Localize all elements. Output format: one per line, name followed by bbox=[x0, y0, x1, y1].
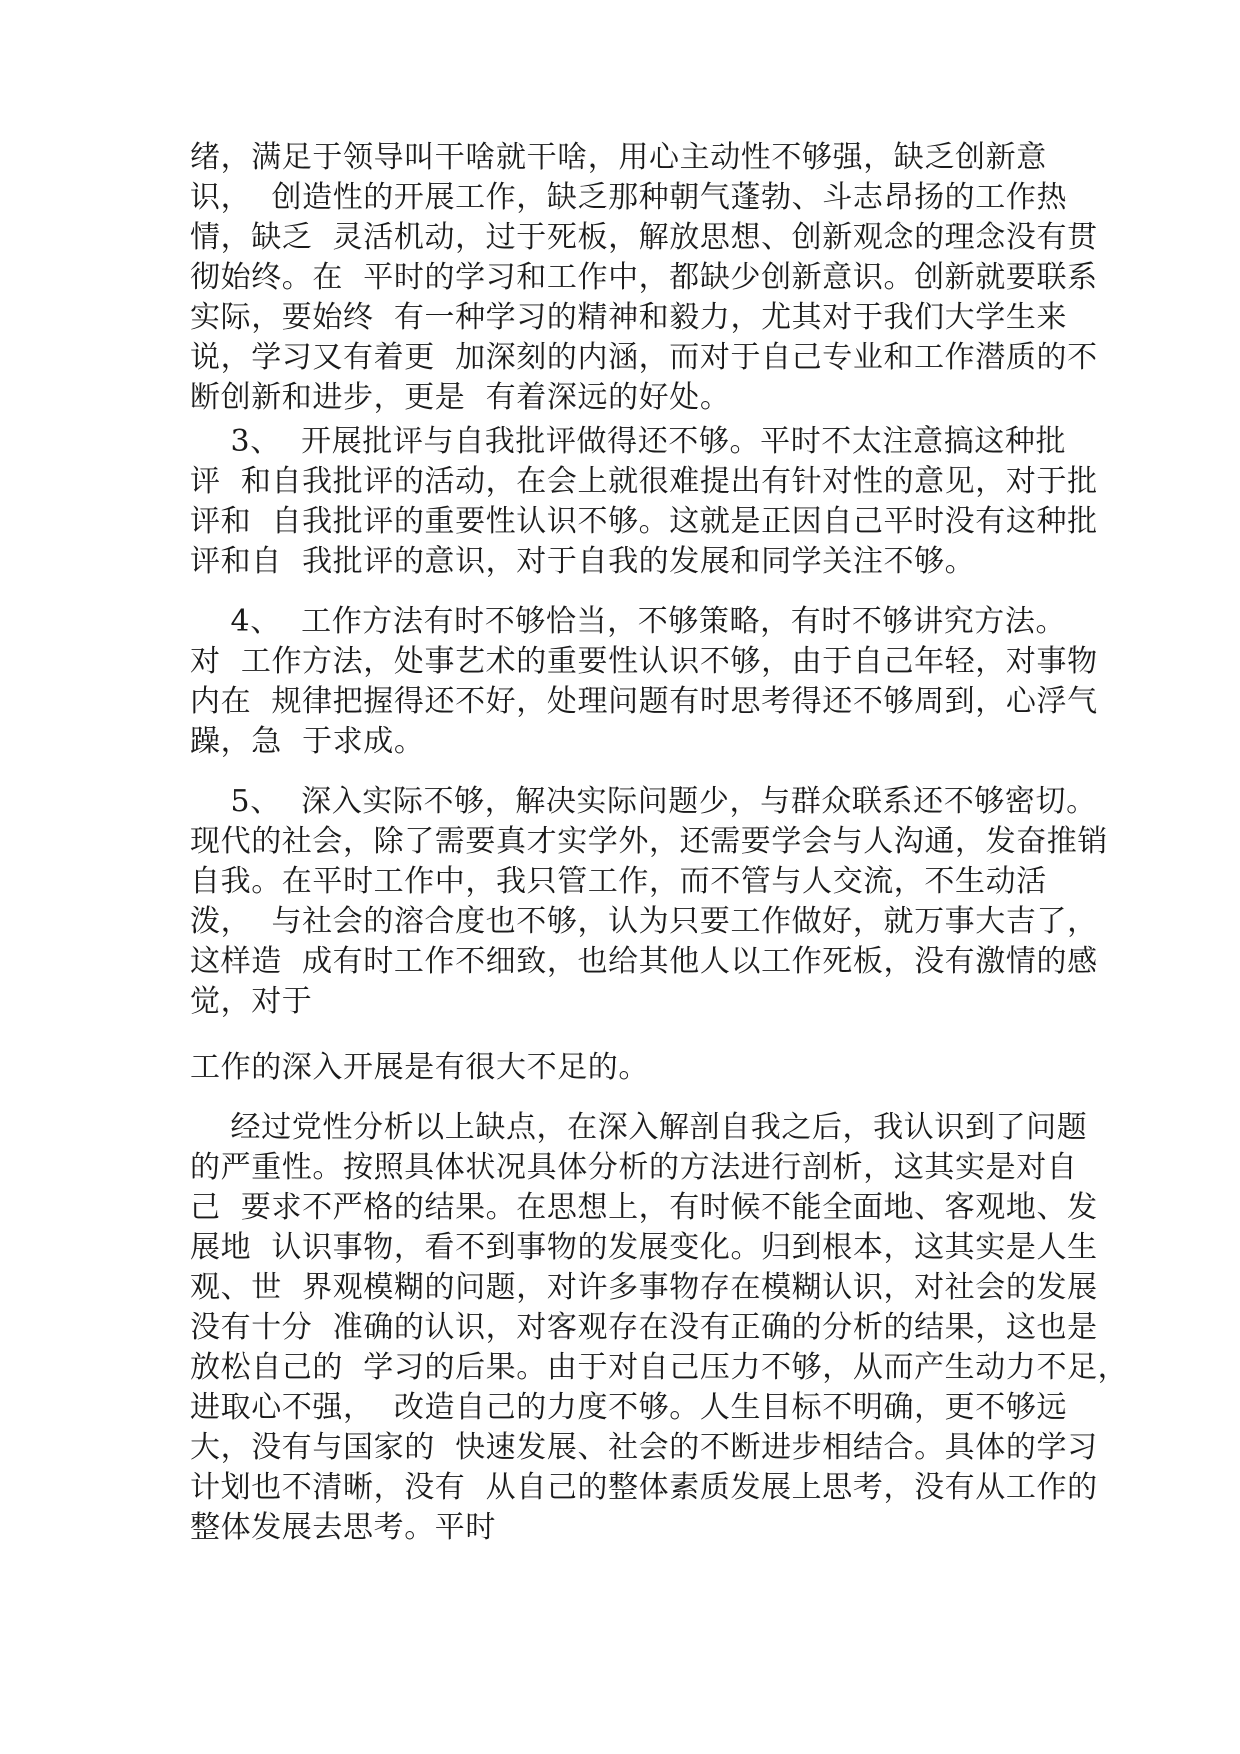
text-line: 泼， 与社会的溶合度也不够，认为只要工作做好，就万事大吉了， bbox=[190, 904, 1098, 939]
paragraph-analysis bbox=[190, 1108, 1129, 1548]
text-line: 对 工作方法，处事艺术的重要性认识不够，由于自己年轻，对事物 bbox=[190, 644, 1098, 679]
text-line: 评和自 我批评的意识，对于自我的发展和同学关注不够。 bbox=[190, 544, 976, 579]
text-line: 评和 自我批评的重要性认识不够。这就是正因自己平时没有这种批 bbox=[190, 504, 1098, 539]
text-line: 识， 创造性的开展工作，缺乏那种朝气蓬勃、斗志昂扬的工作热 bbox=[190, 180, 1068, 215]
text-line: 己 要求不严格的结果。在思想上，有时候不能全面地、客观地、发 bbox=[190, 1190, 1098, 1225]
text-line: 自我。在平时工作中，我只管工作，而不管与人交流，不生动活 bbox=[190, 864, 1047, 899]
text-line: 现代的社会，除了需要真才实学外，还需要学会与人沟通，发奋推销 bbox=[190, 824, 1108, 859]
text-line: 3、 开展批评与自我批评做得还不够。平时不太注意搞这种批 bbox=[190, 424, 1067, 459]
text-line: 这样造 成有时工作不细致，也给其他人以工作死板，没有激情的感 bbox=[190, 944, 1098, 979]
paragraph-item-5 bbox=[190, 782, 1108, 1022]
paragraph-item-3 bbox=[190, 422, 1098, 582]
paragraph-item-4 bbox=[190, 602, 1098, 762]
text-line: 观、世 界观模糊的问题，对许多事物存在模糊认识，对社会的发展 bbox=[190, 1270, 1098, 1305]
text-line: 进取心不强， 改造自己的力度不够。人生目标不明确，更不够远 bbox=[190, 1390, 1068, 1425]
text-line: 4、 工作方法有时不够恰当，不够策略，有时不够讲究方法。 bbox=[190, 604, 1067, 639]
text-line: 放松自己的 学习的后果。由于对自己压力不够，从而产生动力不足， bbox=[190, 1350, 1129, 1385]
paragraph-creativity bbox=[190, 138, 1098, 418]
text-line: 实际，要始终 有一种学习的精神和毅力，尤其对于我们大学生来 bbox=[190, 300, 1068, 335]
text-line: 内在 规律把握得还不好，处理问题有时思考得还不够周到，心浮气 bbox=[190, 684, 1098, 719]
text-line: 工作的深入开展是有很大不足的。 bbox=[190, 1050, 649, 1085]
text-line: 评 和自我批评的活动，在会上就很难提出有针对性的意见，对于批 bbox=[190, 464, 1098, 499]
text-line: 没有十分 准确的认识，对客观存在没有正确的分析的结果，这也是 bbox=[190, 1310, 1098, 1345]
text-line: 彻始终。在 平时的学习和工作中，都缺少创新意识。创新就要联系 bbox=[190, 260, 1098, 295]
text-line: 说，学习又有着更 加深刻的内涵，而对于自己专业和工作潜质的不 bbox=[190, 340, 1098, 375]
text-line: 觉，对于 bbox=[190, 984, 313, 1019]
text-line: 整体发展去思考。平时 bbox=[190, 1510, 496, 1545]
text-line: 计划也不清晰，没有 从自己的整体素质发展上思考，没有从工作的 bbox=[190, 1470, 1098, 1505]
text-line: 情，缺乏 灵活机动，过于死板，解放思想、创新观念的理念没有贯 bbox=[190, 220, 1098, 255]
text-line: 躁，急 于求成。 bbox=[190, 724, 425, 759]
text-line: 大，没有与国家的 快速发展、社会的不断进步相结合。具体的学习 bbox=[190, 1430, 1098, 1465]
text-line: 的严重性。按照具体状况具体分析的方法进行剖析，这其实是对自 bbox=[190, 1150, 1078, 1185]
paragraph-continuation bbox=[190, 1048, 1070, 1088]
text-line: 5、 深入实际不够，解决实际问题少，与群众联系还不够密切。 bbox=[190, 784, 1097, 819]
text-line: 展地 认识事物，看不到事物的发展变化。归到根本，这其实是人生 bbox=[190, 1230, 1098, 1265]
text-line: 断创新和进步，更是 有着深远的好处。 bbox=[190, 380, 731, 415]
text-line: 经过党性分析以上缺点，在深入解剖自我之后，我认识到了问题 bbox=[190, 1110, 1088, 1145]
text-line: 绪，满足于领导叫干啥就干啥，用心主动性不够强，缺乏创新意 bbox=[190, 140, 1047, 175]
